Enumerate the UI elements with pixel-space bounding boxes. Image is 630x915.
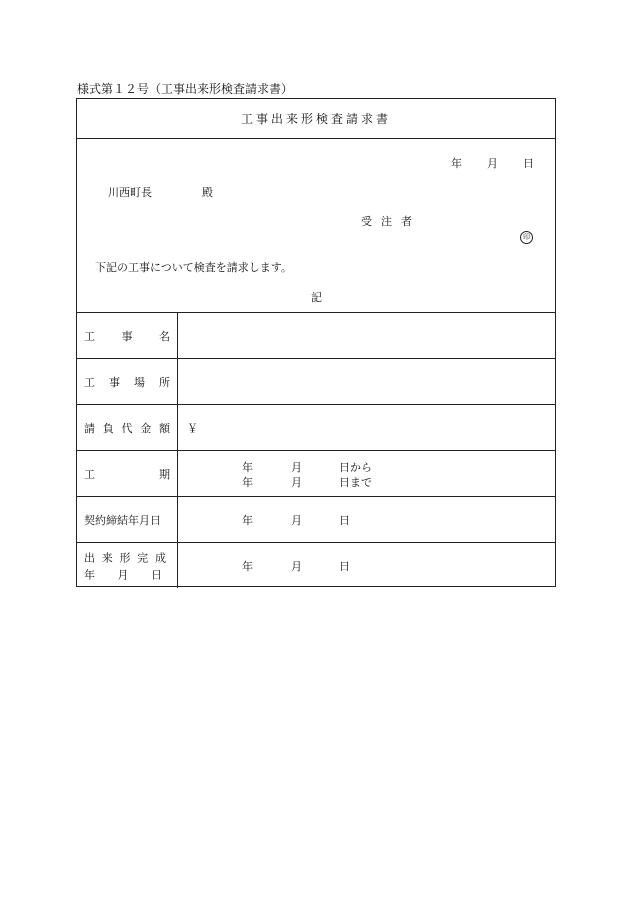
contract-date-label: 契約締結年月日 — [77, 497, 178, 542]
request-body — [77, 139, 555, 313]
period-end-day: 日まで — [339, 476, 372, 489]
period-start-year: 年 — [242, 461, 253, 474]
inspection-request-form — [76, 98, 556, 587]
date-year: 年 — [451, 157, 462, 170]
addressee-name: 川西町長 — [108, 186, 152, 199]
period-end-month: 月 — [291, 476, 302, 489]
construction-period-label: 工 期 — [77, 451, 178, 496]
period-end-year: 年 — [242, 476, 253, 489]
completion-date-day: 日 — [339, 560, 350, 573]
row-construction-period — [77, 451, 555, 497]
construction-name-field[interactable] — [178, 313, 555, 358]
period-start-day: 日から — [339, 461, 372, 474]
contract-date-year: 年 — [242, 514, 253, 527]
row-contract-amount — [77, 405, 555, 451]
row-construction-location — [77, 359, 555, 405]
contract-amount-label: 請 負 代 金 額 — [77, 405, 178, 450]
row-construction-name — [77, 313, 555, 359]
completion-date-label: 出 来 形 完 成 年 月 日 — [77, 543, 178, 588]
date-day: 日 — [523, 157, 534, 170]
form-title: 工事出来形検査請求書 — [77, 99, 555, 139]
row-contract-date — [77, 497, 555, 543]
period-start-month: 月 — [291, 461, 302, 474]
date-month: 月 — [487, 157, 498, 170]
construction-location-label: 工 事 場 所 — [77, 359, 178, 404]
addressee-honorific: 殿 — [202, 186, 213, 199]
completion-date-month: 月 — [291, 560, 302, 573]
yen-symbol: ￥ — [187, 422, 198, 435]
row-completion-date — [77, 543, 555, 588]
construction-name-label: 工 事 名 — [77, 313, 178, 358]
contract-date-month: 月 — [291, 514, 302, 527]
construction-location-field[interactable] — [178, 359, 555, 404]
contract-amount-field[interactable] — [178, 405, 555, 450]
completion-date-year: 年 — [242, 560, 253, 573]
seal-icon: 印 — [520, 231, 533, 244]
form-number: 様式第１２号（工事出来形検査請求書） — [77, 82, 294, 96]
request-text: 下記の工事について検査を請求します。 — [95, 261, 292, 274]
contractor-label: 受注者 — [361, 215, 421, 228]
seal-mark — [520, 229, 533, 244]
completion-date-field[interactable] — [178, 543, 555, 588]
ki-label: 記 — [311, 291, 322, 304]
construction-period-field[interactable] — [178, 451, 555, 496]
contract-date-field[interactable] — [178, 497, 555, 542]
contract-date-day: 日 — [339, 514, 350, 527]
